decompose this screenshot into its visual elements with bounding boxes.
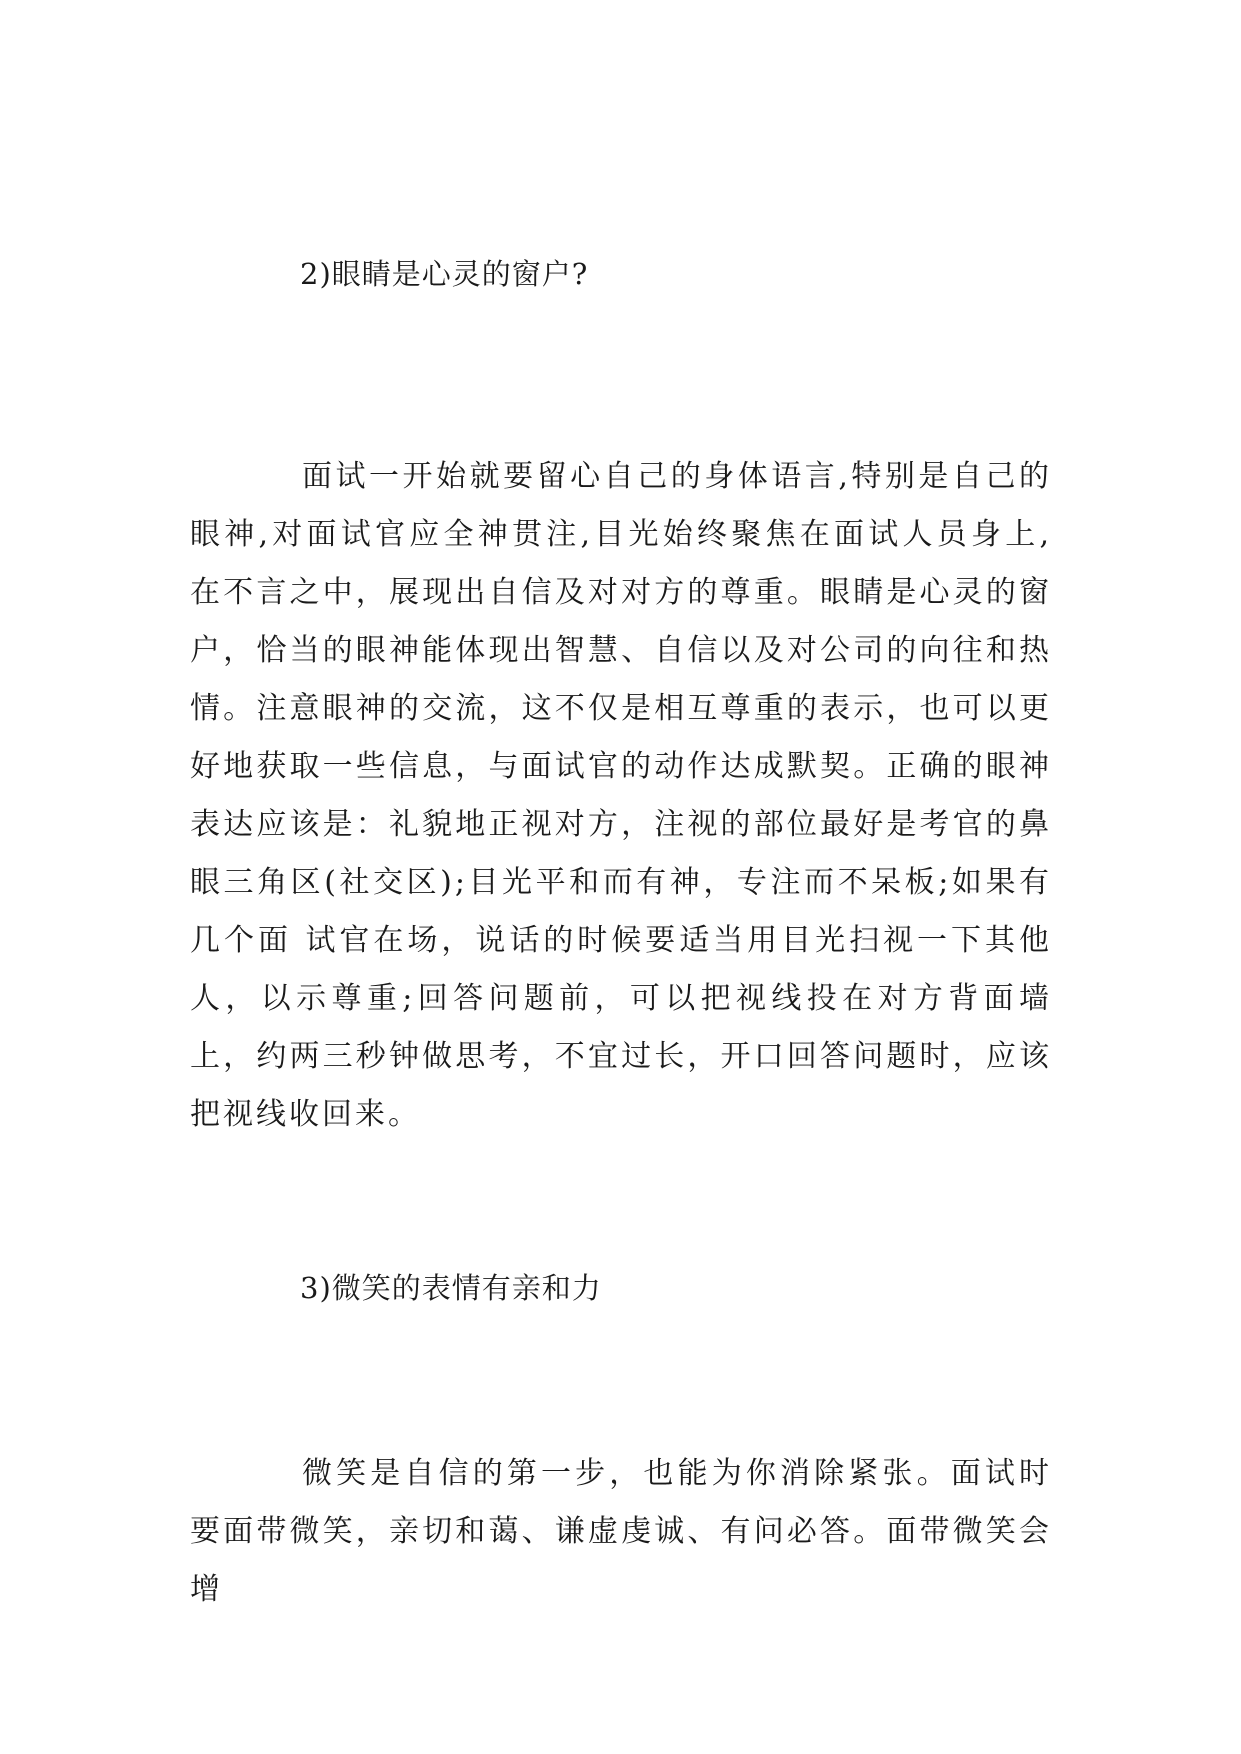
section-paragraph-smile: 微笑是自信的第一步，也能为你消除紧张。面试时要面带微笑，亲切和蔼、谦虚虔诚、有问必答。面带微笑会增 [190, 1456, 1052, 1607]
section-heading-eye-contact: 2)眼睛是心灵的窗户? [300, 257, 589, 291]
section-heading-smile: 3)微笑的表情有亲和力 [300, 1271, 602, 1305]
section-paragraph-eye-contact: 面试一开始就要留心自己的身体语言,特别是自己的眼神,对面试官应全神贯注,目光始终聚焦在面试人员身上,在不言之中，展现出自信及对对方的尊重。眼睛是心灵的窗户，恰当的眼神能体现出智慧、自信以及对公司的向往和热情。注意眼神的交流，这不仅是相互尊重的表示，也可以更好地获取一些信息，与面试官的动作达成默契。正确的眼神表达应该是：礼貌地正视对方，注视的部位最好是考官的鼻眼三角区(社交区);目光平和而有神，专注而不呆板;如果有几个面 试官在场，说话的时候要适当用目光扫视一下其他人，以示尊重;回答问题前，可以把视线投在对方背面墙上，约两三秒钟做思考，不宜过长，开口回答问题时，应该把视线收回来。 [190, 459, 1052, 1132]
